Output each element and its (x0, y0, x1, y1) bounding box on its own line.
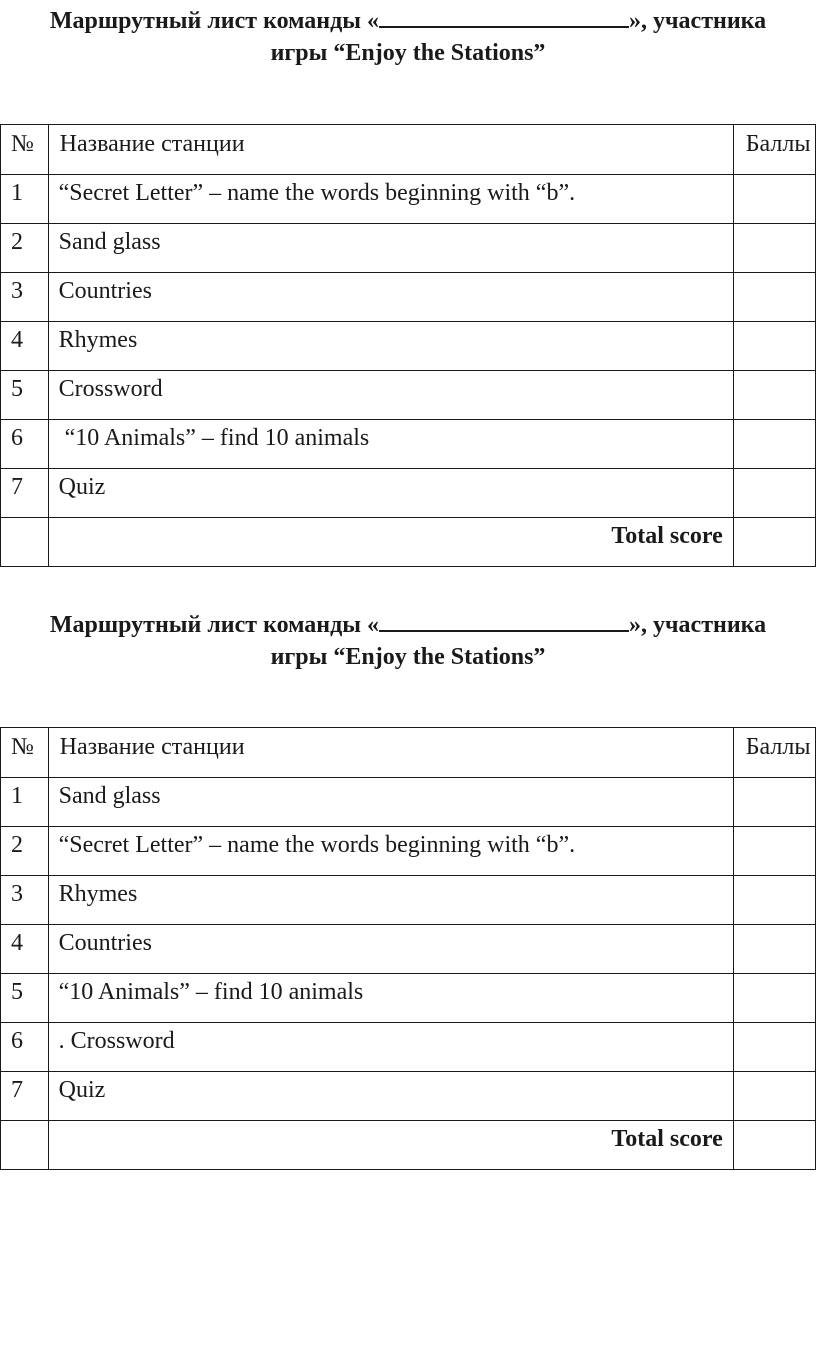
total-row (1, 1121, 816, 1170)
row-number: 3 (1, 876, 49, 925)
total-row (1, 518, 816, 567)
stations-table (0, 124, 816, 567)
header-number: № (1, 125, 49, 175)
station-name: “10 Animals” – find 10 animals (48, 974, 733, 1023)
station-name: “Secret Letter” – name the words beginning with “b”. (48, 827, 733, 876)
score-cell[interactable] (733, 469, 815, 518)
table-row (1, 371, 816, 420)
row-number: 4 (1, 322, 49, 371)
station-name: Countries (48, 273, 733, 322)
total-empty-cell (1, 518, 49, 567)
table-header-row (1, 728, 816, 778)
table-row (1, 175, 816, 224)
station-name: Countries (48, 925, 733, 974)
game-subtitle: игры “Enjoy the Stations” (270, 40, 546, 66)
station-name: Sand glass (48, 224, 733, 273)
table-row (1, 778, 816, 827)
row-number: 1 (1, 175, 49, 224)
score-cell[interactable] (733, 974, 815, 1023)
station-name: . Crossword (48, 1023, 733, 1072)
sheet-heading (0, 606, 816, 673)
row-number: 7 (1, 469, 49, 518)
game-subtitle: игры “Enjoy the Stations” (270, 644, 546, 670)
header-number: № (1, 728, 49, 778)
table-row (1, 273, 816, 322)
station-name: “Secret Letter” – name the words beginning with “b”. (48, 175, 733, 224)
table-row (1, 974, 816, 1023)
score-cell[interactable] (733, 876, 815, 925)
table-row (1, 322, 816, 371)
table-row (1, 925, 816, 974)
score-cell[interactable] (733, 925, 815, 974)
row-number: 2 (1, 827, 49, 876)
stations-table (0, 727, 816, 1170)
title-prefix: Маршрутный лист команды « (49, 612, 380, 638)
table-row (1, 827, 816, 876)
row-number: 2 (1, 224, 49, 273)
total-empty-cell (1, 1121, 49, 1170)
station-name: “10 Animals” – find 10 animals (48, 420, 733, 469)
table-row (1, 224, 816, 273)
score-cell[interactable] (733, 420, 815, 469)
total-score-cell[interactable] (733, 518, 815, 567)
table-row (1, 420, 816, 469)
score-cell[interactable] (733, 1072, 815, 1121)
total-score-label: Total score (48, 1121, 733, 1170)
table-row (1, 1023, 816, 1072)
station-name: Rhymes (48, 322, 733, 371)
header-station-name: Название станции (48, 125, 733, 175)
station-name: Quiz (48, 1072, 733, 1121)
total-score-label: Total score (48, 518, 733, 567)
score-cell[interactable] (733, 273, 815, 322)
score-cell[interactable] (733, 175, 815, 224)
header-score: Баллы (733, 125, 815, 175)
score-cell[interactable] (733, 224, 815, 273)
station-name: Sand glass (48, 778, 733, 827)
station-name: Rhymes (48, 876, 733, 925)
table-row (1, 469, 816, 518)
row-number: 5 (1, 371, 49, 420)
header-station-name: Название станции (48, 728, 733, 778)
header-score: Баллы (733, 728, 815, 778)
title-suffix: », участника (629, 612, 767, 638)
station-name: Quiz (48, 469, 733, 518)
title-prefix: Маршрутный лист команды « (49, 8, 380, 34)
station-name: Crossword (48, 371, 733, 420)
row-number: 3 (1, 273, 49, 322)
score-cell[interactable] (733, 322, 815, 371)
score-cell[interactable] (733, 371, 815, 420)
table-row (1, 876, 816, 925)
row-number: 4 (1, 925, 49, 974)
score-cell[interactable] (733, 778, 815, 827)
row-number: 6 (1, 1023, 49, 1072)
team-name-blank[interactable] (379, 606, 629, 632)
total-score-cell[interactable] (733, 1121, 815, 1170)
row-number: 1 (1, 778, 49, 827)
heading-line-1 (0, 606, 816, 641)
heading-line-1 (0, 2, 816, 37)
score-cell[interactable] (733, 1023, 815, 1072)
team-name-blank[interactable] (379, 2, 629, 28)
score-cell[interactable] (733, 827, 815, 876)
title-suffix: », участника (629, 8, 767, 34)
sheet-heading (0, 2, 816, 69)
table-row (1, 1072, 816, 1121)
row-number: 6 (1, 420, 49, 469)
row-number: 7 (1, 1072, 49, 1121)
table-header-row (1, 125, 816, 175)
row-number: 5 (1, 974, 49, 1023)
